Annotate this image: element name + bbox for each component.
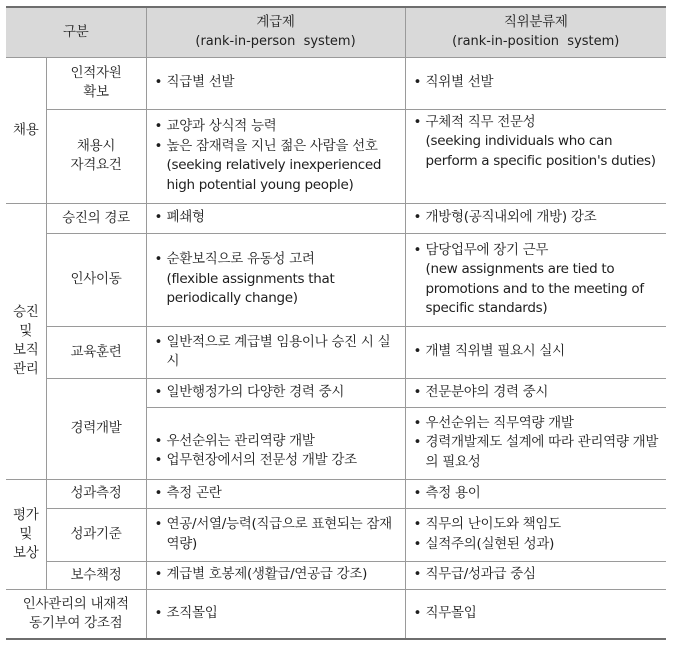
bullet-icon: • (154, 605, 163, 621)
subcategory-label: 인적자원 확보 (46, 57, 146, 109)
list-item-text: 직위별 선발 (425, 74, 494, 91)
bullet-icon: • (413, 414, 422, 431)
english-note: (seeking individuals who can perform a specific position's duties) (425, 133, 656, 169)
bullet-icon: • (154, 452, 163, 468)
list-item-text: 일반적으로 계급별 임용이나 승진 시 실시 (166, 333, 391, 369)
english-note: (new assignments are tied to promotions and to the meeting of specific standards) (425, 261, 644, 316)
bullet-icon: • (154, 484, 163, 501)
list-item-text: 담당업무에 장기 근무 (425, 241, 549, 258)
list-item (414, 515, 661, 535)
position-cell (405, 57, 666, 109)
table-row (6, 561, 666, 589)
list-item (155, 208, 399, 228)
list-item-text: 개방형(공직내외에 개방) 강조 (425, 209, 597, 226)
list-item (155, 383, 399, 403)
bullet-list (155, 208, 399, 228)
position-cell (405, 407, 666, 479)
subcategory-label: 성과측정 (46, 479, 146, 508)
bullet-icon: • (154, 566, 163, 583)
list-item (155, 250, 399, 270)
list-item-text: 경력개발제도 설계에 따라 관리역량 개발의 필요성 (425, 434, 659, 470)
position-cell (405, 326, 666, 378)
subcategory-label: 채용시 자격요건 (46, 109, 146, 203)
table-row (6, 378, 666, 407)
list-item (414, 535, 661, 555)
bullet-list (414, 241, 661, 261)
position-cell (405, 378, 666, 407)
bullet-list (155, 432, 399, 471)
table-row (6, 479, 666, 508)
position-cell (405, 561, 666, 589)
list-item-text: 직무몰입 (425, 605, 477, 621)
rank-cell (146, 479, 405, 508)
bullet-icon: • (413, 484, 422, 501)
bullet-list (414, 113, 661, 133)
bullet-list (155, 565, 399, 585)
category-evaluation: 평가 및 보상 (6, 479, 46, 589)
category-motivation: 인사관리의 내재적 동기부여 강조점 (6, 589, 146, 639)
table-row (6, 326, 666, 378)
bullet-icon: • (154, 137, 163, 154)
list-item-text: 측정 곤란 (166, 484, 222, 501)
bullet-icon: • (154, 251, 163, 268)
list-item-text: 폐쇄형 (166, 209, 205, 226)
bullet-list (155, 484, 399, 504)
list-item (155, 137, 399, 157)
category-recruit: 채용 (6, 57, 46, 203)
position-cell (405, 233, 666, 326)
bullet-icon: • (154, 432, 163, 449)
rank-cell (146, 203, 405, 233)
table-row (6, 57, 666, 109)
table-row (6, 589, 666, 639)
list-item (155, 432, 399, 452)
list-item-text: 우선순위는 관리역량 개발 (166, 432, 315, 449)
bullet-list (414, 414, 661, 473)
bullet-icon: • (154, 118, 163, 134)
subcategory-label: 승진의 경로 (46, 203, 146, 233)
bullet-list (414, 383, 661, 403)
header-rank-subtitle: (rank-in-person system) (195, 34, 356, 50)
list-item (414, 414, 661, 434)
header-position-subtitle: (rank-in-position system) (452, 34, 620, 50)
list-item-text: 교양과 상식적 능력 (166, 118, 277, 134)
bullet-list (155, 117, 399, 156)
bullet-icon: • (154, 74, 163, 91)
list-item (414, 113, 661, 133)
rank-cell (146, 561, 405, 589)
list-item (414, 73, 661, 93)
header-rank-in-position (405, 7, 666, 57)
list-item (414, 604, 661, 624)
list-item-text: 실적주의(실현된 성과) (425, 535, 555, 552)
bullet-icon: • (154, 333, 163, 350)
rank-cell (146, 407, 405, 479)
position-cell (405, 479, 666, 508)
rank-cell (146, 378, 405, 407)
bullet-icon: • (413, 605, 422, 621)
list-item-text: 일반행정가의 다양한 경력 중시 (166, 383, 345, 400)
list-item-text: 순환보직으로 유동성 고려 (166, 251, 315, 268)
list-item (414, 383, 661, 403)
list-item-text: 직무의 난이도와 책임도 (425, 516, 561, 532)
position-cell (405, 589, 666, 639)
bullet-list (155, 515, 399, 554)
bullet-icon: • (413, 434, 422, 451)
bullet-list (155, 333, 399, 372)
list-item (155, 515, 399, 554)
bullet-icon: • (413, 113, 422, 130)
header-rank-title: 계급제 (256, 14, 295, 31)
position-cell (405, 109, 666, 203)
english-note: (flexible assignments that periodically change) (166, 270, 335, 307)
list-item-text: 전문분야의 경력 중시 (425, 383, 549, 400)
list-item (155, 451, 399, 471)
list-item (414, 484, 661, 504)
list-item (155, 117, 399, 137)
bullet-icon: • (413, 74, 422, 91)
bullet-icon: • (413, 516, 422, 532)
list-item-text: 측정 용이 (425, 484, 481, 501)
table-row (6, 233, 666, 326)
subcategory-label: 교육훈련 (46, 326, 146, 378)
rank-cell (146, 589, 405, 639)
list-item (155, 565, 399, 585)
list-item (414, 433, 661, 472)
subcategory-label: 경력개발 (46, 378, 146, 479)
header-category: 구분 (6, 7, 146, 57)
list-item (414, 342, 661, 362)
header-position-title: 직위분류제 (503, 14, 568, 31)
bullet-icon: • (413, 383, 422, 400)
bullet-icon: • (413, 566, 422, 583)
table-row (6, 109, 666, 203)
rank-cell (146, 109, 405, 203)
category-promotion: 승진 및 보직 관리 (6, 203, 46, 479)
bullet-list (414, 515, 661, 554)
bullet-list (414, 604, 661, 624)
list-item (414, 208, 661, 228)
bullet-list (155, 73, 399, 93)
list-item-text: 구체적 직무 전문성 (425, 113, 536, 130)
list-item-text: 우선순위는 직무역량 개발 (425, 414, 574, 431)
bullet-list (414, 208, 661, 228)
table-row (6, 203, 666, 233)
list-item-text: 개별 직위별 필요시 실시 (425, 343, 565, 360)
english-note: (seeking relatively inexperienced high potential young people) (166, 157, 382, 193)
list-item-text: 계급별 호봉제(생활급/연공급 강조) (166, 566, 368, 583)
list-item-text: 조직몰입 (166, 605, 218, 621)
bullet-icon: • (413, 209, 422, 226)
bullet-icon: • (413, 241, 422, 258)
bullet-icon: • (413, 535, 422, 552)
list-item-text: 높은 잠재력을 지닌 젊은 사람을 선호 (166, 137, 378, 154)
list-item (155, 484, 399, 504)
bullet-icon: • (154, 383, 163, 400)
header-rank-in-person (146, 7, 405, 57)
bullet-list (155, 250, 399, 270)
position-cell (405, 203, 666, 233)
bullet-list (155, 383, 399, 403)
subcategory-label: 인사이동 (46, 233, 146, 326)
list-item (155, 73, 399, 93)
list-item (414, 241, 661, 261)
bullet-list (155, 604, 399, 624)
subcategory-label: 보수책정 (46, 561, 146, 589)
bullet-list (414, 565, 661, 585)
rank-cell (146, 326, 405, 378)
rank-cell (146, 57, 405, 109)
table-row (6, 508, 666, 561)
list-item-text: 직무급/성과급 중심 (425, 566, 536, 583)
list-item (155, 333, 399, 372)
bullet-icon: • (154, 516, 163, 532)
list-item-text: 직급별 선발 (166, 74, 235, 91)
subcategory-label: 성과기준 (46, 508, 146, 561)
list-item-text: 연공/서열/능력(직급으로 표현되는 잠재역량) (166, 516, 392, 552)
header-row (6, 7, 666, 57)
bullet-list (414, 73, 661, 93)
rank-cell (146, 508, 405, 561)
list-item (155, 604, 399, 624)
bullet-list (414, 342, 661, 362)
bullet-icon: • (154, 209, 163, 226)
list-item-text: 업무현장에서의 전문성 개발 강조 (166, 452, 357, 468)
bullet-icon: • (413, 343, 422, 360)
bullet-list (414, 484, 661, 504)
position-cell (405, 508, 666, 561)
rank-vs-position-comparison-table (6, 6, 666, 640)
list-item (414, 565, 661, 585)
rank-cell (146, 233, 405, 326)
